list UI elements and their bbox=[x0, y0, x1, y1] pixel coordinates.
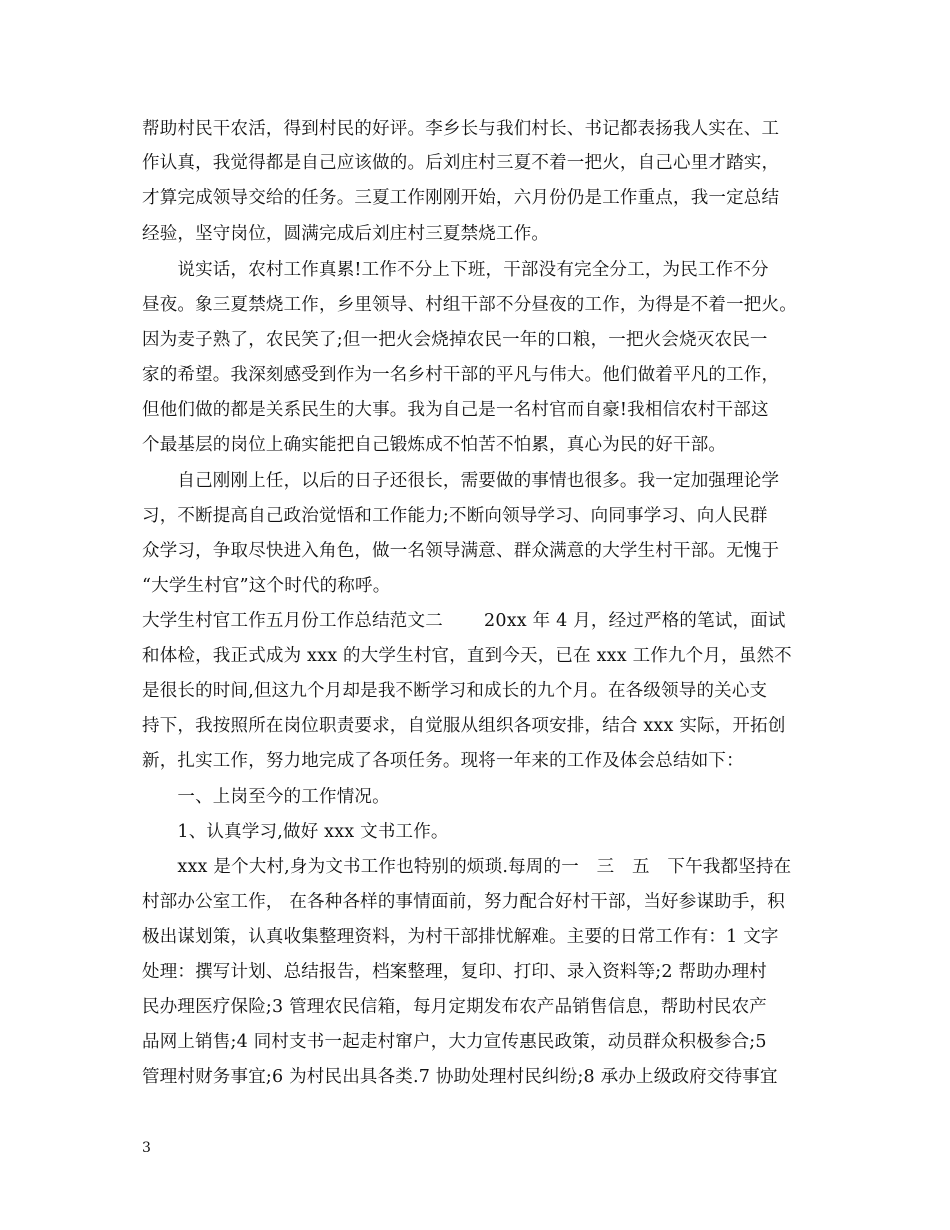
text-line: 处理：撰写计划、总结报告，档案整理，复印、打印、录入资料等;2 帮助办理村 bbox=[142, 962, 767, 982]
text-line: 和体检，我正式成为 xxx 的大学生村官，直到今天，已在 xxx 工作九个月，虽然不 bbox=[142, 646, 792, 666]
text-line: 但他们做的都是关系民生的大事。我为自己是一名村官而自豪!我相信农村干部这 bbox=[142, 400, 769, 420]
text-line: 说实话，农村工作真累!工作不分上下班，干部没有完全分工，为民工作不分 bbox=[142, 260, 769, 280]
text-line: 极出谋划策，认真收集整理资料，为村干部排忧解难。主要的日常工作有：1 文字 bbox=[142, 927, 779, 947]
text-line: 自己刚刚上任，以后的日子还很长，需要做的事情也很多。我一定加强理论学 bbox=[142, 471, 780, 491]
text-line: xxx 是个大村,身为文书工作也特别的烦琐.每周的一 三 五 下午我都坚持在 bbox=[142, 857, 792, 877]
text-line: 帮助村民干农活，得到村民的好评。李乡长与我们村长、书记都表扬我人实在、工 bbox=[142, 119, 780, 139]
text-line: 大学生村官工作五月份工作总结范文二 20xx 年 4 月，经过严格的笔试，面试 bbox=[142, 611, 786, 631]
text-line: 众学习，争取尽快进入角色，做一名领导满意、群众满意的大学生村干部。无愧于 bbox=[142, 541, 780, 561]
text-line: 村部办公室工作， 在各种各样的事情面前，努力配合好村干部，当好参谋助手，积 bbox=[142, 892, 785, 912]
text-line: 作认真，我觉得都是自己应该做的。后刘庄村三夏不着一把火，自己心里才踏实， bbox=[142, 153, 780, 173]
text-line: 才算完成领导交给的任务。三夏工作刚刚开始，六月份仍是工作重点，我一定总结 bbox=[142, 188, 780, 208]
page-number: 3 bbox=[142, 1140, 151, 1156]
text-line: 因为麦子熟了，农民笑了;但一把火会烧掉农民一年的口粮，一把火会烧灭农民一 bbox=[142, 330, 768, 350]
text-line: 昼夜。象三夏禁烧工作，乡里领导、村组干部不分昼夜的工作，为得是不着一把火。 bbox=[142, 295, 797, 315]
text-line: 民办理医疗保险;3 管理农民信箱，每月定期发布农产品销售信息，帮助村民农产 bbox=[142, 997, 767, 1017]
text-line: 是很长的时间,但这九个月却是我不断学习和成长的九个月。在各级领导的关心支 bbox=[142, 681, 768, 701]
text-line: 一、上岗至今的工作情况。 bbox=[142, 787, 390, 807]
text-line: 习，不断提高自己政治觉悟和工作能力;不断向领导学习、向同事学习、向人民群 bbox=[142, 506, 768, 526]
text-line: 个最基层的岗位上确实能把自己锻炼成不怕苦不怕累，真心为民的好干部。 bbox=[142, 435, 727, 455]
text-line: 经验，坚守岗位，圆满完成后刘庄村三夏禁烧工作。 bbox=[142, 224, 550, 244]
text-line: 持下，我按照所在岗位职责要求，自觉服从组织各项安排，结合 xxx 实际，开拓创 bbox=[142, 716, 786, 736]
text-line: 1、认真学习,做好 xxx 文书工作。 bbox=[142, 822, 449, 842]
text-line: 家的希望。我深刻感受到作为一名乡村干部的平凡与伟大。他们做着平凡的工作， bbox=[142, 365, 780, 385]
text-line: “大学生村官”这个时代的称呼。 bbox=[142, 576, 391, 596]
text-line: 管理村财务事宜;6 为村民出具各类.7 协助处理村民纠纷;8 承办上级政府交待事宜 bbox=[142, 1067, 778, 1087]
text-line: 品网上销售;4 同村支书一起走村窜户，大力宣传惠民政策，动员群众积极参合;5 bbox=[142, 1032, 767, 1052]
text-line: 新，扎实工作，努力地完成了各项任务。现将一年来的工作及体会总结如下： bbox=[142, 751, 744, 771]
